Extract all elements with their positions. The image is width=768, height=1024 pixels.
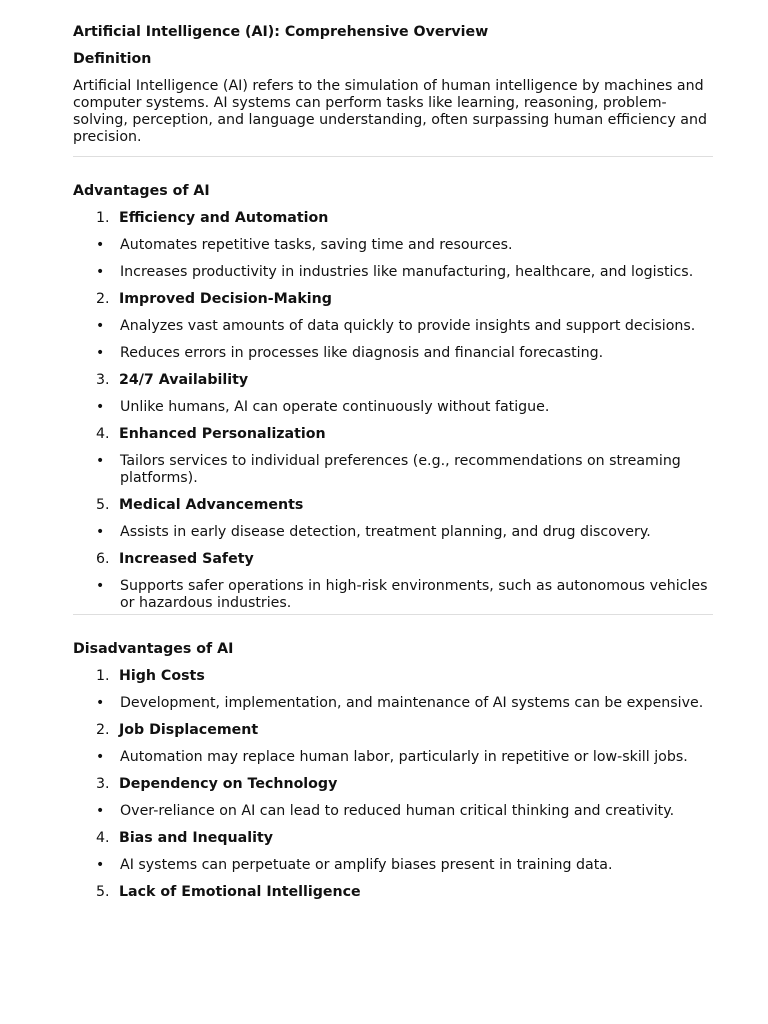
numbered-item	[96, 884, 713, 901]
bullet-item	[96, 695, 713, 712]
item-title: Medical Advancements	[119, 497, 304, 513]
bullet-text: AI systems can perpetuate or amplify biases present in training data.	[120, 857, 613, 873]
numbered-item	[96, 210, 713, 227]
bullet-text: Tailors services to individual preferences (e.g., recommendations on streaming platforms).	[120, 453, 681, 486]
numbered-item	[96, 776, 713, 793]
definition-text: Artificial Intelligence (AI) refers to the simulation of human intelligence by machines and computer systems. AI systems can perform tasks like learning, reasoning, problem-solving, perception, and language understanding, often surpassing human efficiency and precision.	[73, 78, 707, 145]
bullet-text: Development, implementation, and maintenance of AI systems can be expensive.	[120, 695, 704, 711]
numbered-item	[96, 372, 713, 389]
bullet-icon: •	[96, 264, 105, 280]
bullet-item	[96, 264, 713, 281]
bullet-icon: •	[96, 695, 105, 711]
bullet-text: Supports safer operations in high-risk environments, such as autonomous vehicles or hazardous industries.	[120, 578, 708, 611]
bullet-text: Unlike humans, AI can operate continuously without fatigue.	[120, 399, 550, 415]
item-number: 2.	[96, 722, 110, 738]
bullet-item	[96, 345, 713, 362]
item-title: Job Displacement	[119, 722, 259, 738]
item-title: High Costs	[119, 668, 205, 684]
bullet-text: Analyzes vast amounts of data quickly to provide insights and support decisions.	[120, 318, 696, 334]
item-title: Bias and Inequality	[119, 830, 273, 846]
disadvantages-list	[73, 658, 713, 901]
bullet-item	[96, 803, 713, 820]
bullet-icon: •	[96, 803, 105, 819]
bullet-text: Automates repetitive tasks, saving time and resources.	[120, 237, 513, 253]
bullet-text: Over-reliance on AI can lead to reduced human critical thinking and creativity.	[120, 803, 675, 819]
item-number: 4.	[96, 830, 110, 846]
document-content	[73, 24, 713, 901]
item-number: 5.	[96, 497, 110, 513]
bullet-icon: •	[96, 578, 105, 594]
item-number: 5.	[96, 884, 110, 900]
bullet-icon: •	[96, 345, 105, 361]
bullet-item	[96, 857, 713, 874]
bullet-text: Assists in early disease detection, treatment planning, and drug discovery.	[120, 524, 651, 540]
bullet-text: Increases productivity in industries like manufacturing, healthcare, and logistics.	[120, 264, 694, 280]
bullet-icon: •	[96, 453, 105, 469]
bullet-item	[96, 453, 713, 487]
bullet-icon: •	[96, 399, 105, 415]
item-number: 1.	[96, 210, 110, 226]
disadvantages-heading: Disadvantages of AI	[73, 641, 234, 657]
bullet-item	[96, 399, 713, 416]
bullet-item	[96, 318, 713, 335]
item-title: Lack of Emotional Intelligence	[119, 884, 361, 900]
numbered-item	[96, 426, 713, 443]
numbered-item	[96, 668, 713, 685]
numbered-item	[96, 722, 713, 739]
bullet-icon: •	[96, 318, 105, 334]
bullet-item	[96, 524, 713, 541]
item-number: 6.	[96, 551, 110, 567]
numbered-item	[96, 551, 713, 568]
bullet-icon: •	[96, 524, 105, 540]
numbered-item	[96, 830, 713, 847]
definition-heading: Definition	[73, 51, 152, 67]
bullet-item	[96, 578, 713, 612]
bullet-item	[96, 749, 713, 766]
item-title: Enhanced Personalization	[119, 426, 326, 442]
item-number: 3.	[96, 776, 110, 792]
document-title: Artificial Intelligence (AI): Comprehensive Overview	[73, 24, 489, 40]
item-number: 4.	[96, 426, 110, 442]
item-title: Efficiency and Automation	[119, 210, 329, 226]
item-title: Increased Safety	[119, 551, 254, 567]
advantages-list	[73, 200, 713, 612]
item-title: 24/7 Availability	[119, 372, 249, 388]
bullet-icon: •	[96, 857, 105, 873]
bullet-text: Automation may replace human labor, particularly in repetitive or low-skill jobs.	[120, 749, 688, 765]
numbered-item	[96, 291, 713, 308]
item-number: 1.	[96, 668, 110, 684]
bullet-item	[96, 237, 713, 254]
item-title: Dependency on Technology	[119, 776, 338, 792]
item-number: 3.	[96, 372, 110, 388]
bullet-text: Reduces errors in processes like diagnosis and financial forecasting.	[120, 345, 604, 361]
bullet-icon: •	[96, 749, 105, 765]
numbered-item	[96, 497, 713, 514]
item-number: 2.	[96, 291, 110, 307]
advantages-heading: Advantages of AI	[73, 183, 210, 199]
item-title: Improved Decision-Making	[119, 291, 332, 307]
bullet-icon: •	[96, 237, 105, 253]
